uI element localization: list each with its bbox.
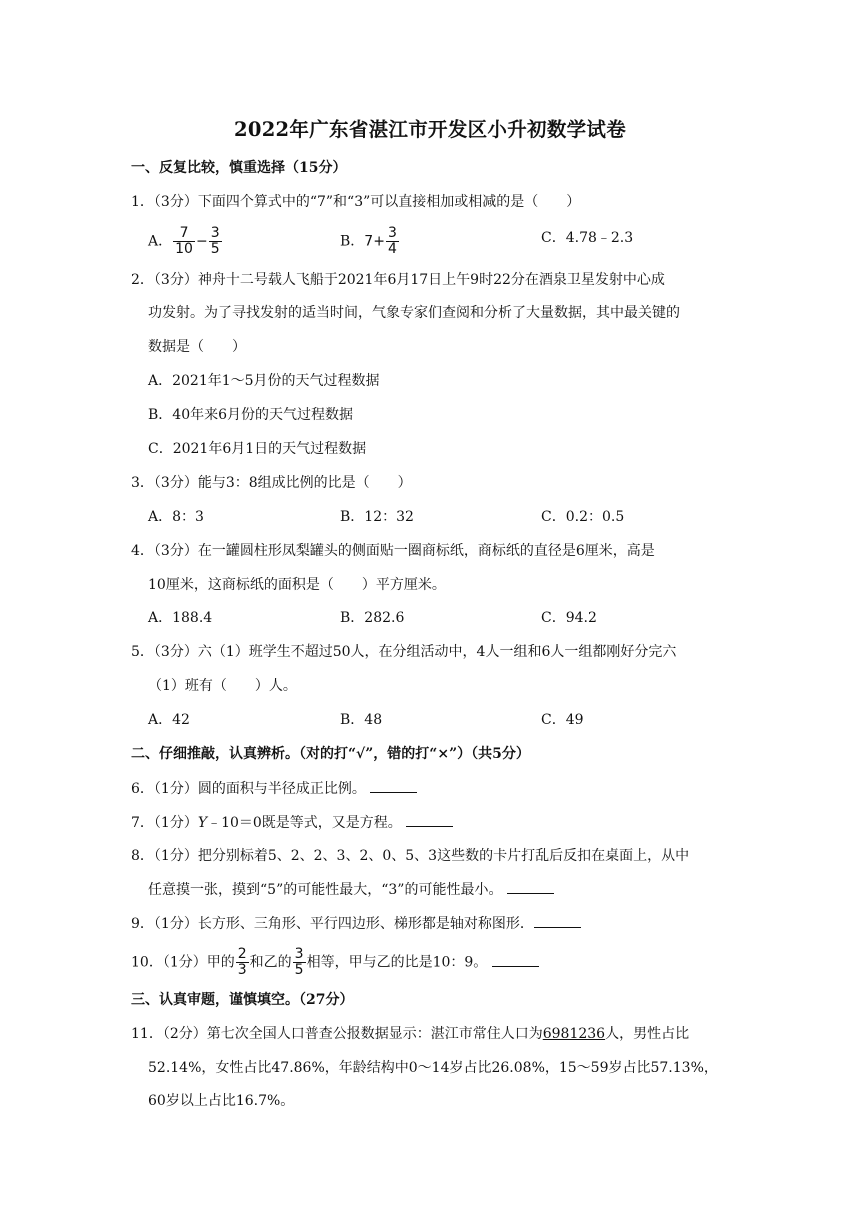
section-heading-1: 一、反复比较，慎重选择（15分）: [131, 160, 347, 176]
question-1-option-c: C．4.78﹣2.3: [541, 230, 634, 246]
question-4-line-1: 4．（3分）在一罐圆柱形凤梨罐头的侧面贴一圈商标纸，商标纸的直径是6厘米，高是: [131, 543, 655, 559]
question-8-line-2: 任意摸一张，摸到“5”的可能性最大，“3”的可能性最小。: [148, 879, 554, 900]
question-8-line-1: 8．（1分）把分别标着5、2、2、3、2、0、5、3这些数的卡片打乱后反扣在桌面上，从中: [131, 848, 690, 864]
question-11-line-2: 52.14%，女性占比47.86%，年龄结构中0～14岁占比26.08%，15～59岁占比57.13%，: [148, 1060, 718, 1076]
question-4-line-2: 10厘米，这商标纸的面积是（ ）平方厘米。: [148, 577, 446, 593]
fraction: $\frac{7}{10}$: [175, 225, 193, 257]
answer-blank[interactable]: [534, 913, 581, 928]
question-3-option-a: A．8：3: [148, 509, 204, 525]
question-11-line-1: 11．（2分）第七次全国人口普查公报数据显示：湛江市常住人口为6981236人，男性占比: [131, 1026, 690, 1042]
question-5-line-1: 5．（3分）六（1）班学生不超过50人，在分组活动中，4人一组和6人一组都刚好分完六: [131, 644, 677, 660]
question-3-option-c: C．0.2：0.5: [541, 509, 625, 525]
question-10: 10．（1分）甲的 $\frac{2}{3}$ 和乙的 $\frac{3}{5}$ 相等，甲与乙的比是10：9。: [131, 947, 539, 978]
question-4-option-c: C．94.2: [541, 610, 597, 626]
question-5-option-b: B．48: [340, 712, 383, 728]
answer-blank[interactable]: [507, 879, 554, 894]
answer-blank[interactable]: [406, 812, 453, 827]
page-title: 2022年广东省湛江市开发区小升初数学试卷: [233, 118, 627, 141]
question-3-option-b: B．12：32: [340, 509, 414, 525]
question-1-option-a: A． $\frac{7}{10}$ − $\frac{3}{5}$: [148, 225, 220, 257]
question-11-line-3: 60岁以上占比16.7%。: [148, 1093, 295, 1109]
fraction: $\frac{3}{5}$: [294, 946, 304, 978]
question-2-option-a: A．2021年1～5月份的天气过程数据: [148, 373, 380, 389]
question-4-option-a: A．188.4: [148, 610, 213, 626]
question-9: 9．（1分）长方形、三角形、平行四边形、梯形都是轴对称图形．: [131, 913, 581, 934]
question-6: 6．（1分）圆的面积与半径成正比例。: [131, 778, 417, 799]
question-3-stem: 3．（3分）能与3：8组成比例的比是（ ）: [131, 475, 412, 491]
question-1-option-b: B．7+ $\frac{3}{4}$: [340, 225, 397, 257]
section-heading-3: 三、认真审题，谨慎填空。（27分）: [131, 992, 354, 1008]
fraction: $\frac{2}{3}$: [237, 946, 247, 978]
population-number: 6981236: [542, 1026, 606, 1042]
answer-blank[interactable]: [370, 778, 417, 793]
question-1-stem: 1．（3分）下面四个算式中的“7”和“3”可以直接相加或相减的是（ ）: [131, 194, 581, 210]
question-2-line-3: 数据是（ ）: [148, 339, 246, 355]
fraction: $\frac{3}{5}$: [210, 225, 220, 257]
question-2-line-1: 2．（3分）神舟十二号载人飞船于2021年6月17日上午9时22分在酒泉卫星发射中心成: [131, 272, 665, 288]
question-4-option-b: B．282.6: [340, 610, 405, 626]
question-5-option-a: A．42: [148, 712, 190, 728]
question-2-option-b: B．40年来6月份的天气过程数据: [148, 407, 354, 423]
question-2-option-c: C．2021年6月1日的天气过程数据: [148, 441, 367, 457]
section-heading-2: 二、仔细推敲，认真辨析。（对的打“√”，错的打“×”）（共5分）: [131, 746, 530, 762]
question-5-line-2: （1）班有（ ）人。: [148, 678, 297, 694]
question-7: 7．（1分）Y﹣10＝0既是等式，又是方程。: [131, 812, 453, 833]
answer-blank[interactable]: [492, 952, 539, 967]
fraction: $\frac{3}{4}$: [387, 225, 397, 257]
question-5-option-c: C．49: [541, 712, 584, 728]
question-2-line-2: 功发射。为了寻找发射的适当时间，气象专家们查阅和分析了大量数据，其中最关键的: [148, 305, 680, 321]
